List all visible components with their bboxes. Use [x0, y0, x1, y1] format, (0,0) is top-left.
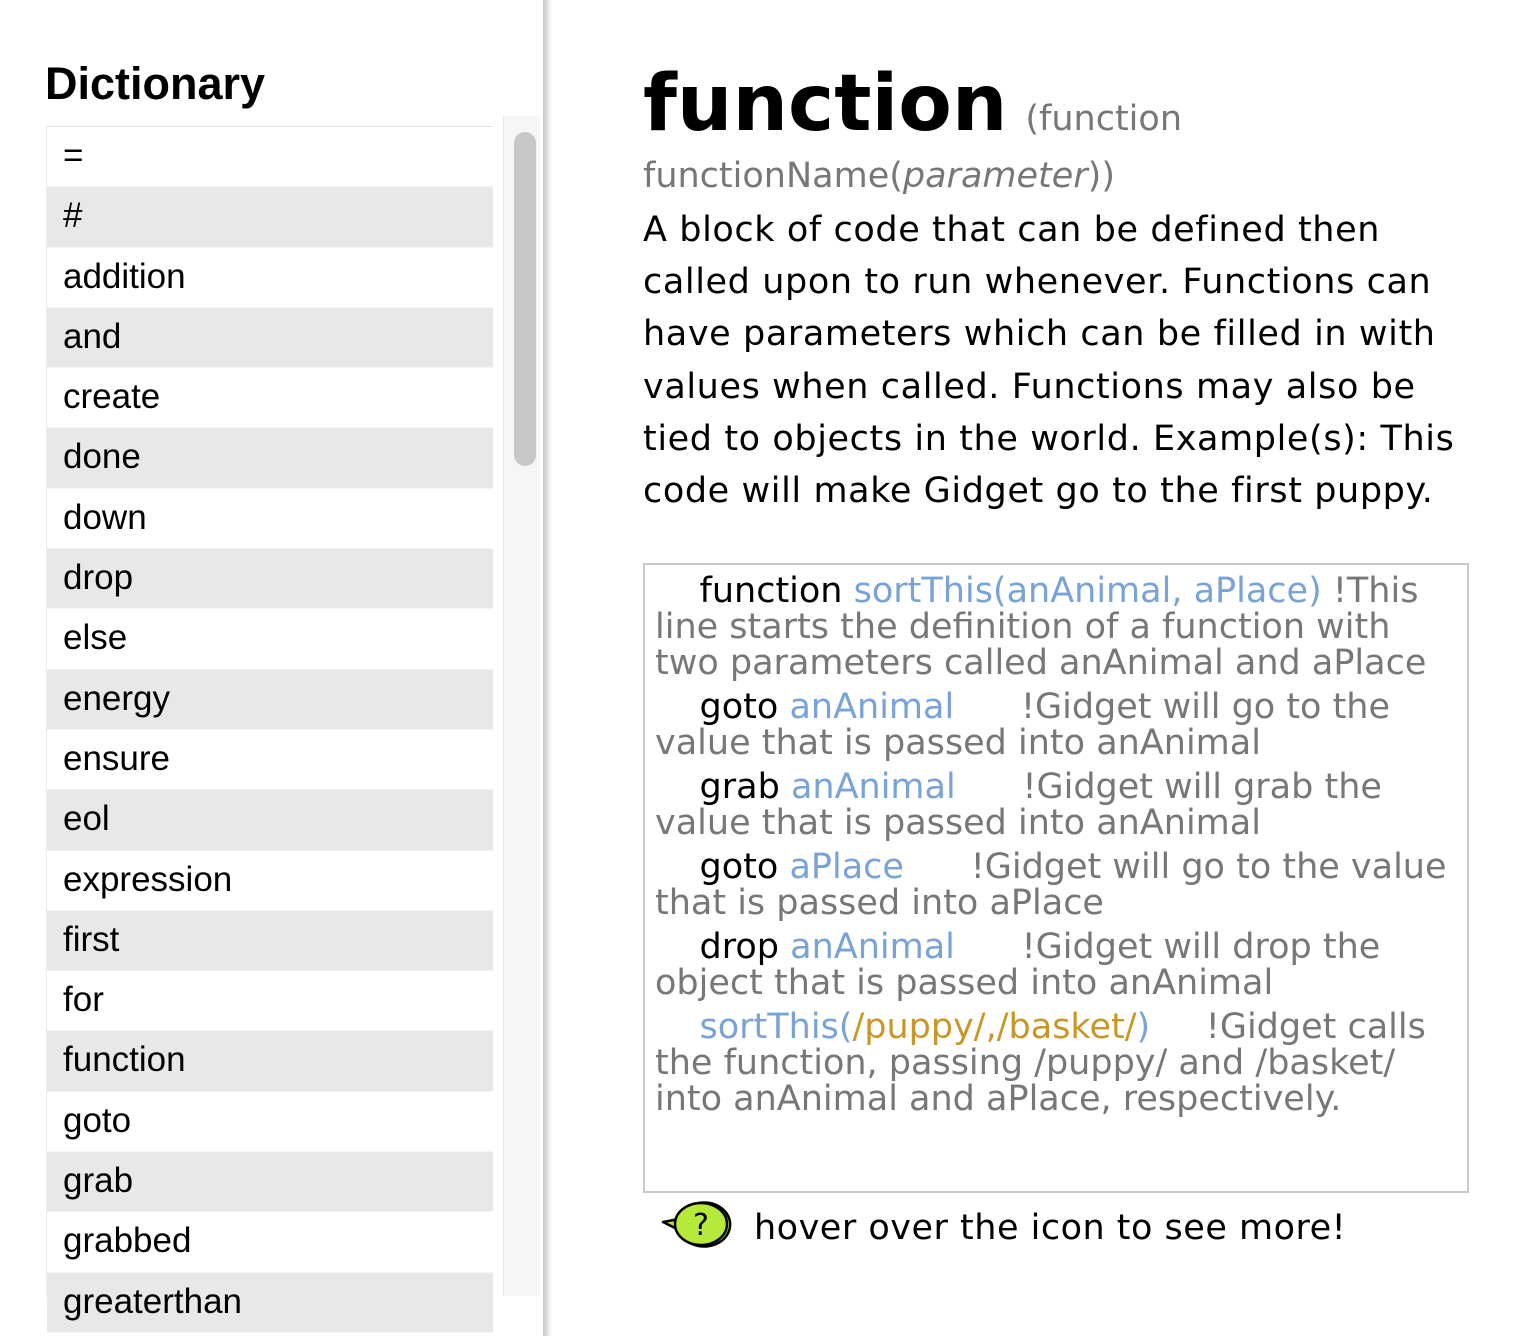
- code-identifier: aPlace: [789, 847, 904, 887]
- code-comment: !Gidget will go to the value that is passed into anAnimal: [655, 687, 1402, 763]
- code-keyword: drop: [699, 927, 779, 967]
- term-heading: [643, 59, 1183, 149]
- code-comment: !Gidget will drop the object that is passed into anAnimal: [655, 927, 1392, 1003]
- code-string: /puppy/: [852, 1007, 986, 1047]
- code-keyword: goto: [699, 687, 779, 727]
- hint-text: hover over the icon to see more!: [754, 1208, 1347, 1248]
- dictionary-item[interactable]: eol: [47, 790, 493, 850]
- dictionary-item[interactable]: for: [47, 971, 493, 1031]
- code-line: [655, 849, 1457, 921]
- code-comment: !Gidget calls the function, passing /puppy/ and /basket/ into anAnimal and aPlace, respectively.: [655, 1007, 1438, 1119]
- code-identifier: sortThis(: [699, 1007, 853, 1047]
- dictionary-item[interactable]: =: [47, 127, 493, 187]
- term-title: function: [643, 59, 1008, 149]
- code-line: [655, 689, 1457, 761]
- code-identifier: ): [1136, 1007, 1151, 1047]
- dictionary-item[interactable]: grab: [47, 1152, 493, 1212]
- dictionary-item[interactable]: ensure: [47, 730, 493, 790]
- scrollbar-thumb[interactable]: [514, 132, 536, 466]
- dictionary-item[interactable]: energy: [47, 670, 493, 730]
- dictionary-item[interactable]: addition: [47, 248, 493, 308]
- dictionary-list-frame: [46, 126, 493, 1321]
- code-line: [655, 929, 1457, 1001]
- term-description: A block of code that can be defined then called upon to run whenever. Functions can have parameters which can be filled in with values when called. Functions may also be tied to objects in the world. Example(s): This code will make Gidget go to the first puppy.: [643, 210, 1455, 512]
- dictionary-item[interactable]: down: [47, 489, 493, 549]
- dictionary-item[interactable]: and: [47, 308, 493, 368]
- dictionary-scrollbar[interactable]: [503, 116, 540, 1296]
- code-example: [643, 563, 1469, 1193]
- code-string: /basket/: [996, 1007, 1137, 1047]
- speech-bubble-question-icon[interactable]: [661, 1200, 731, 1252]
- dictionary-item[interactable]: goto: [47, 1092, 493, 1152]
- dictionary-item[interactable]: else: [47, 609, 493, 669]
- code-line: [655, 1009, 1457, 1117]
- term-syntax: [643, 154, 1115, 198]
- dictionary-item[interactable]: function: [47, 1031, 493, 1091]
- dictionary-list: [47, 127, 493, 1333]
- code-keyword: function: [699, 571, 843, 611]
- code-identifier: anAnimal: [789, 687, 955, 727]
- svg-text:?: ?: [693, 1208, 709, 1243]
- code-comment: !Gidget will grab the value that is passed into anAnimal: [655, 767, 1394, 843]
- dictionary-title: Dictionary: [45, 58, 266, 109]
- dictionary-item[interactable]: create: [47, 368, 493, 428]
- dictionary-item[interactable]: grabbed: [47, 1212, 493, 1272]
- code-comment: !Gidget will go to the value that is passed into aPlace: [655, 847, 1458, 923]
- syntax-close: )): [1087, 156, 1115, 196]
- code-line: [655, 769, 1457, 841]
- code-identifier: anAnimal: [790, 767, 956, 807]
- syntax-parameter: parameter: [902, 156, 1088, 196]
- code-identifier: anAnimal: [790, 927, 955, 967]
- definition-pane: [552, 0, 1513, 1336]
- dictionary-item[interactable]: first: [47, 911, 493, 971]
- syntax-name: functionName(: [643, 156, 903, 196]
- dictionary-item[interactable]: done: [47, 428, 493, 488]
- code-comment: !This line starts the definition of a function with two parameters called anAnimal and aPlace: [655, 571, 1430, 683]
- pane-divider[interactable]: [543, 0, 552, 1336]
- dictionary-item[interactable]: drop: [47, 549, 493, 609]
- dictionary-item[interactable]: expression: [47, 851, 493, 911]
- code-separator: ,: [985, 1007, 997, 1047]
- dictionary-item[interactable]: greaterthan: [47, 1273, 493, 1333]
- code-line: [655, 573, 1457, 681]
- term-type: (function: [1025, 99, 1183, 139]
- dictionary-item[interactable]: #: [47, 187, 493, 247]
- code-identifier: sortThis(anAnimal, aPlace): [853, 571, 1322, 611]
- dictionary-sidebar: [0, 0, 543, 1336]
- code-keyword: grab: [699, 767, 780, 807]
- code-keyword: goto: [699, 847, 779, 887]
